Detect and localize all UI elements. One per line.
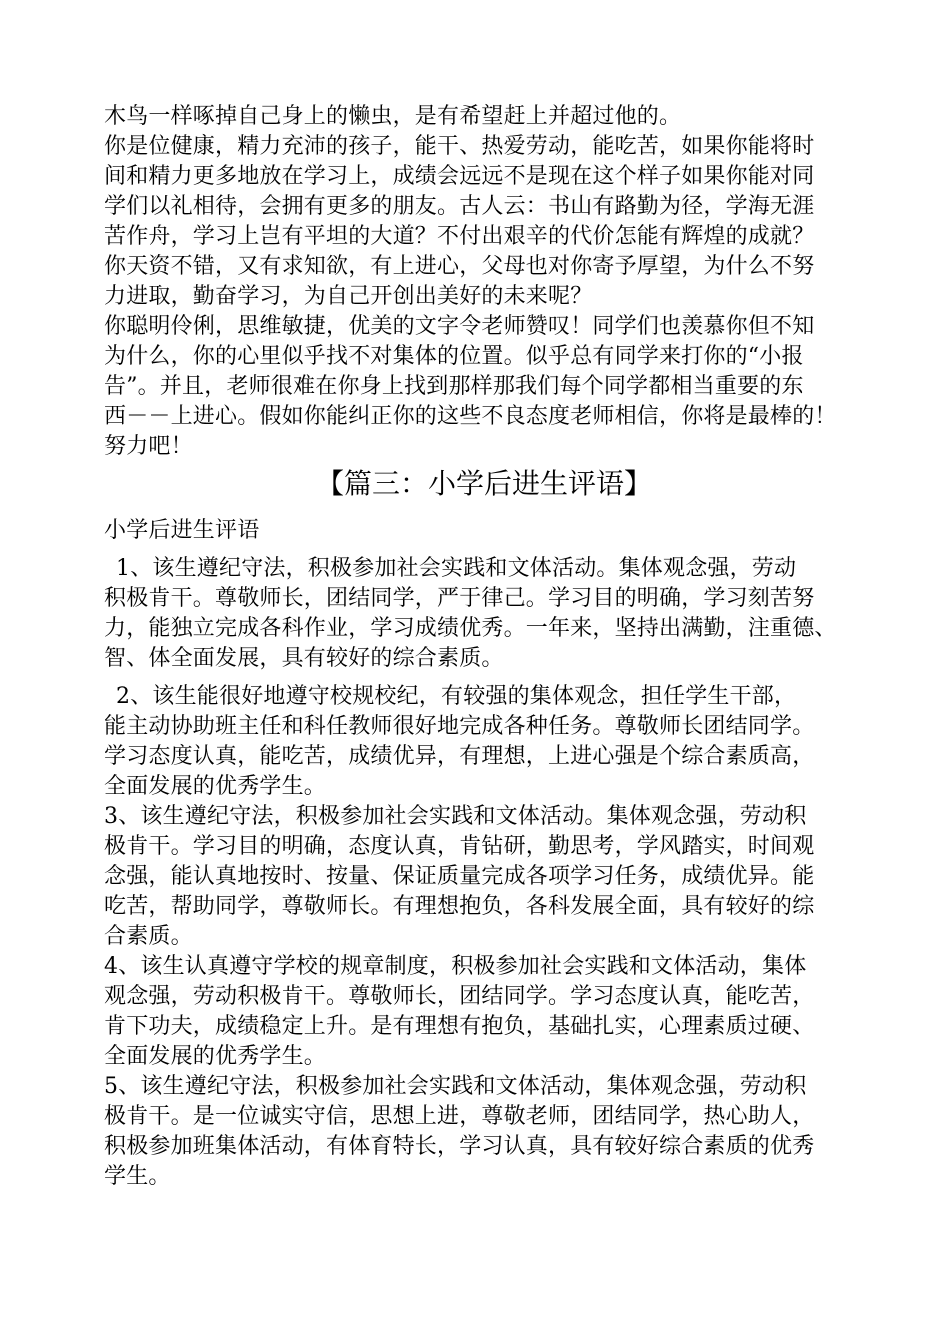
text-line: 力，能独立完成各科作业，学习成绩优秀。一年来，坚持出满勤，注重德、	[104, 616, 837, 641]
text-line: 2、该生能很好地遵守校规校纪，有较强的集体观念，担任学生干部，	[116, 684, 797, 709]
text-line: 1、该生遵纪守法，积极参加社会实践和文体活动。集体观念强，劳动	[116, 556, 797, 581]
text-line: 观念强，劳动积极肯干。尊敬师长，团结同学。学习态度认真，能吃苦，	[104, 984, 815, 1009]
text-line: 4、该生认真遵守学校的规章制度，积极参加社会实践和文体活动，集体	[104, 954, 807, 979]
text-line: 全面发展的优秀学生。	[104, 774, 327, 799]
text-line: 苦作舟，学习上岂有平坦的大道？不付出艰辛的代价怎能有辉煌的成就？	[104, 224, 815, 249]
evaluation-item-1	[104, 554, 864, 674]
intro-paragraphs	[104, 102, 864, 462]
text-line: 西－－上进心。假如你能纠正你的这些不良态度老师相信，你将是最棒的！	[104, 404, 837, 429]
evaluation-item-5	[104, 1072, 864, 1192]
text-line: 能主动协助班主任和科任教师很好地完成各种任务。尊敬师长团结同学。	[104, 714, 815, 739]
text-line: 告”。并且，老师很难在你身上找到那样那我们每个同学都相当重要的东	[104, 374, 804, 399]
section-heading: 【篇三：小学后进生评语】	[315, 467, 652, 500]
evaluation-item-4	[104, 952, 864, 1072]
text-line: 学习态度认真，能吃苦，成绩优异，有理想，上进心强是个综合素质高，	[104, 744, 815, 769]
text-line: 你是位健康，精力充沛的孩子，能干、热爱劳动，能吃苦，如果你能将时	[104, 134, 815, 159]
text-line: 你聪明伶俐，思维敏捷，优美的文字令老师赞叹！同学们也羡慕你但不知	[104, 314, 815, 339]
text-line: 念强，能认真地按时、按量、保证质量完成各项学习任务，成绩优异。能	[104, 864, 815, 889]
document-body	[104, 102, 864, 1192]
section-subtitle: 小学后进生评语	[104, 518, 260, 543]
text-line: 为什么，你的心里似乎找不对集体的位置。似乎总有同学来打你的“小报	[104, 344, 804, 369]
text-line: 间和精力更多地放在学习上，成绩会远远不是现在这个样子如果你能对同	[104, 164, 815, 189]
text-line: 积极参加班集体活动，有体育特长，学习认真，具有较好综合素质的优秀	[104, 1134, 815, 1159]
text-line: 吃苦，帮助同学，尊敬师长。有理想抱负，各科发展全面，具有较好的综	[104, 894, 815, 919]
evaluation-item-2	[104, 682, 864, 802]
text-line: 极肯干。是一位诚实守信，思想上进，尊敬老师，团结同学，热心助人，	[104, 1104, 815, 1129]
text-line: 力进取，勤奋学习，为自己开创出美好的未来呢？	[104, 284, 593, 309]
text-line: 肯下功夫，成绩稳定上升。是有理想有抱负，基础扎实，心理素质过硬、	[104, 1014, 815, 1039]
text-line: 学生。	[104, 1164, 171, 1189]
evaluation-item-3	[104, 802, 864, 952]
text-line: 合素质。	[104, 924, 193, 949]
text-line: 5、该生遵纪守法，积极参加社会实践和文体活动，集体观念强，劳动积	[104, 1074, 807, 1099]
text-line: 学们以礼相待，会拥有更多的朋友。古人云：书山有路勤为径，学海无涯	[104, 194, 815, 219]
text-line: 木鸟一样啄掉自己身上的懒虫，是有希望赶上并超过他的。	[104, 104, 682, 129]
text-line: 智、体全面发展，具有较好的综合素质。	[104, 646, 504, 671]
text-line: 全面发展的优秀学生。	[104, 1044, 327, 1069]
text-line: 你天资不错，又有求知欲，有上进心，父母也对你寄予厚望，为什么不努	[104, 254, 815, 279]
text-line: 3、该生遵纪守法，积极参加社会实践和文体活动。集体观念强，劳动积	[104, 804, 807, 829]
text-line: 积极肯干。尊敬师长，团结同学，严于律己。学习目的明确，学习刻苦努	[104, 586, 815, 611]
text-line: 极肯干。学习目的明确，态度认真，肯钻研，勤思考，学风踏实，时间观	[104, 834, 815, 859]
text-line: 努力吧！	[104, 434, 193, 459]
